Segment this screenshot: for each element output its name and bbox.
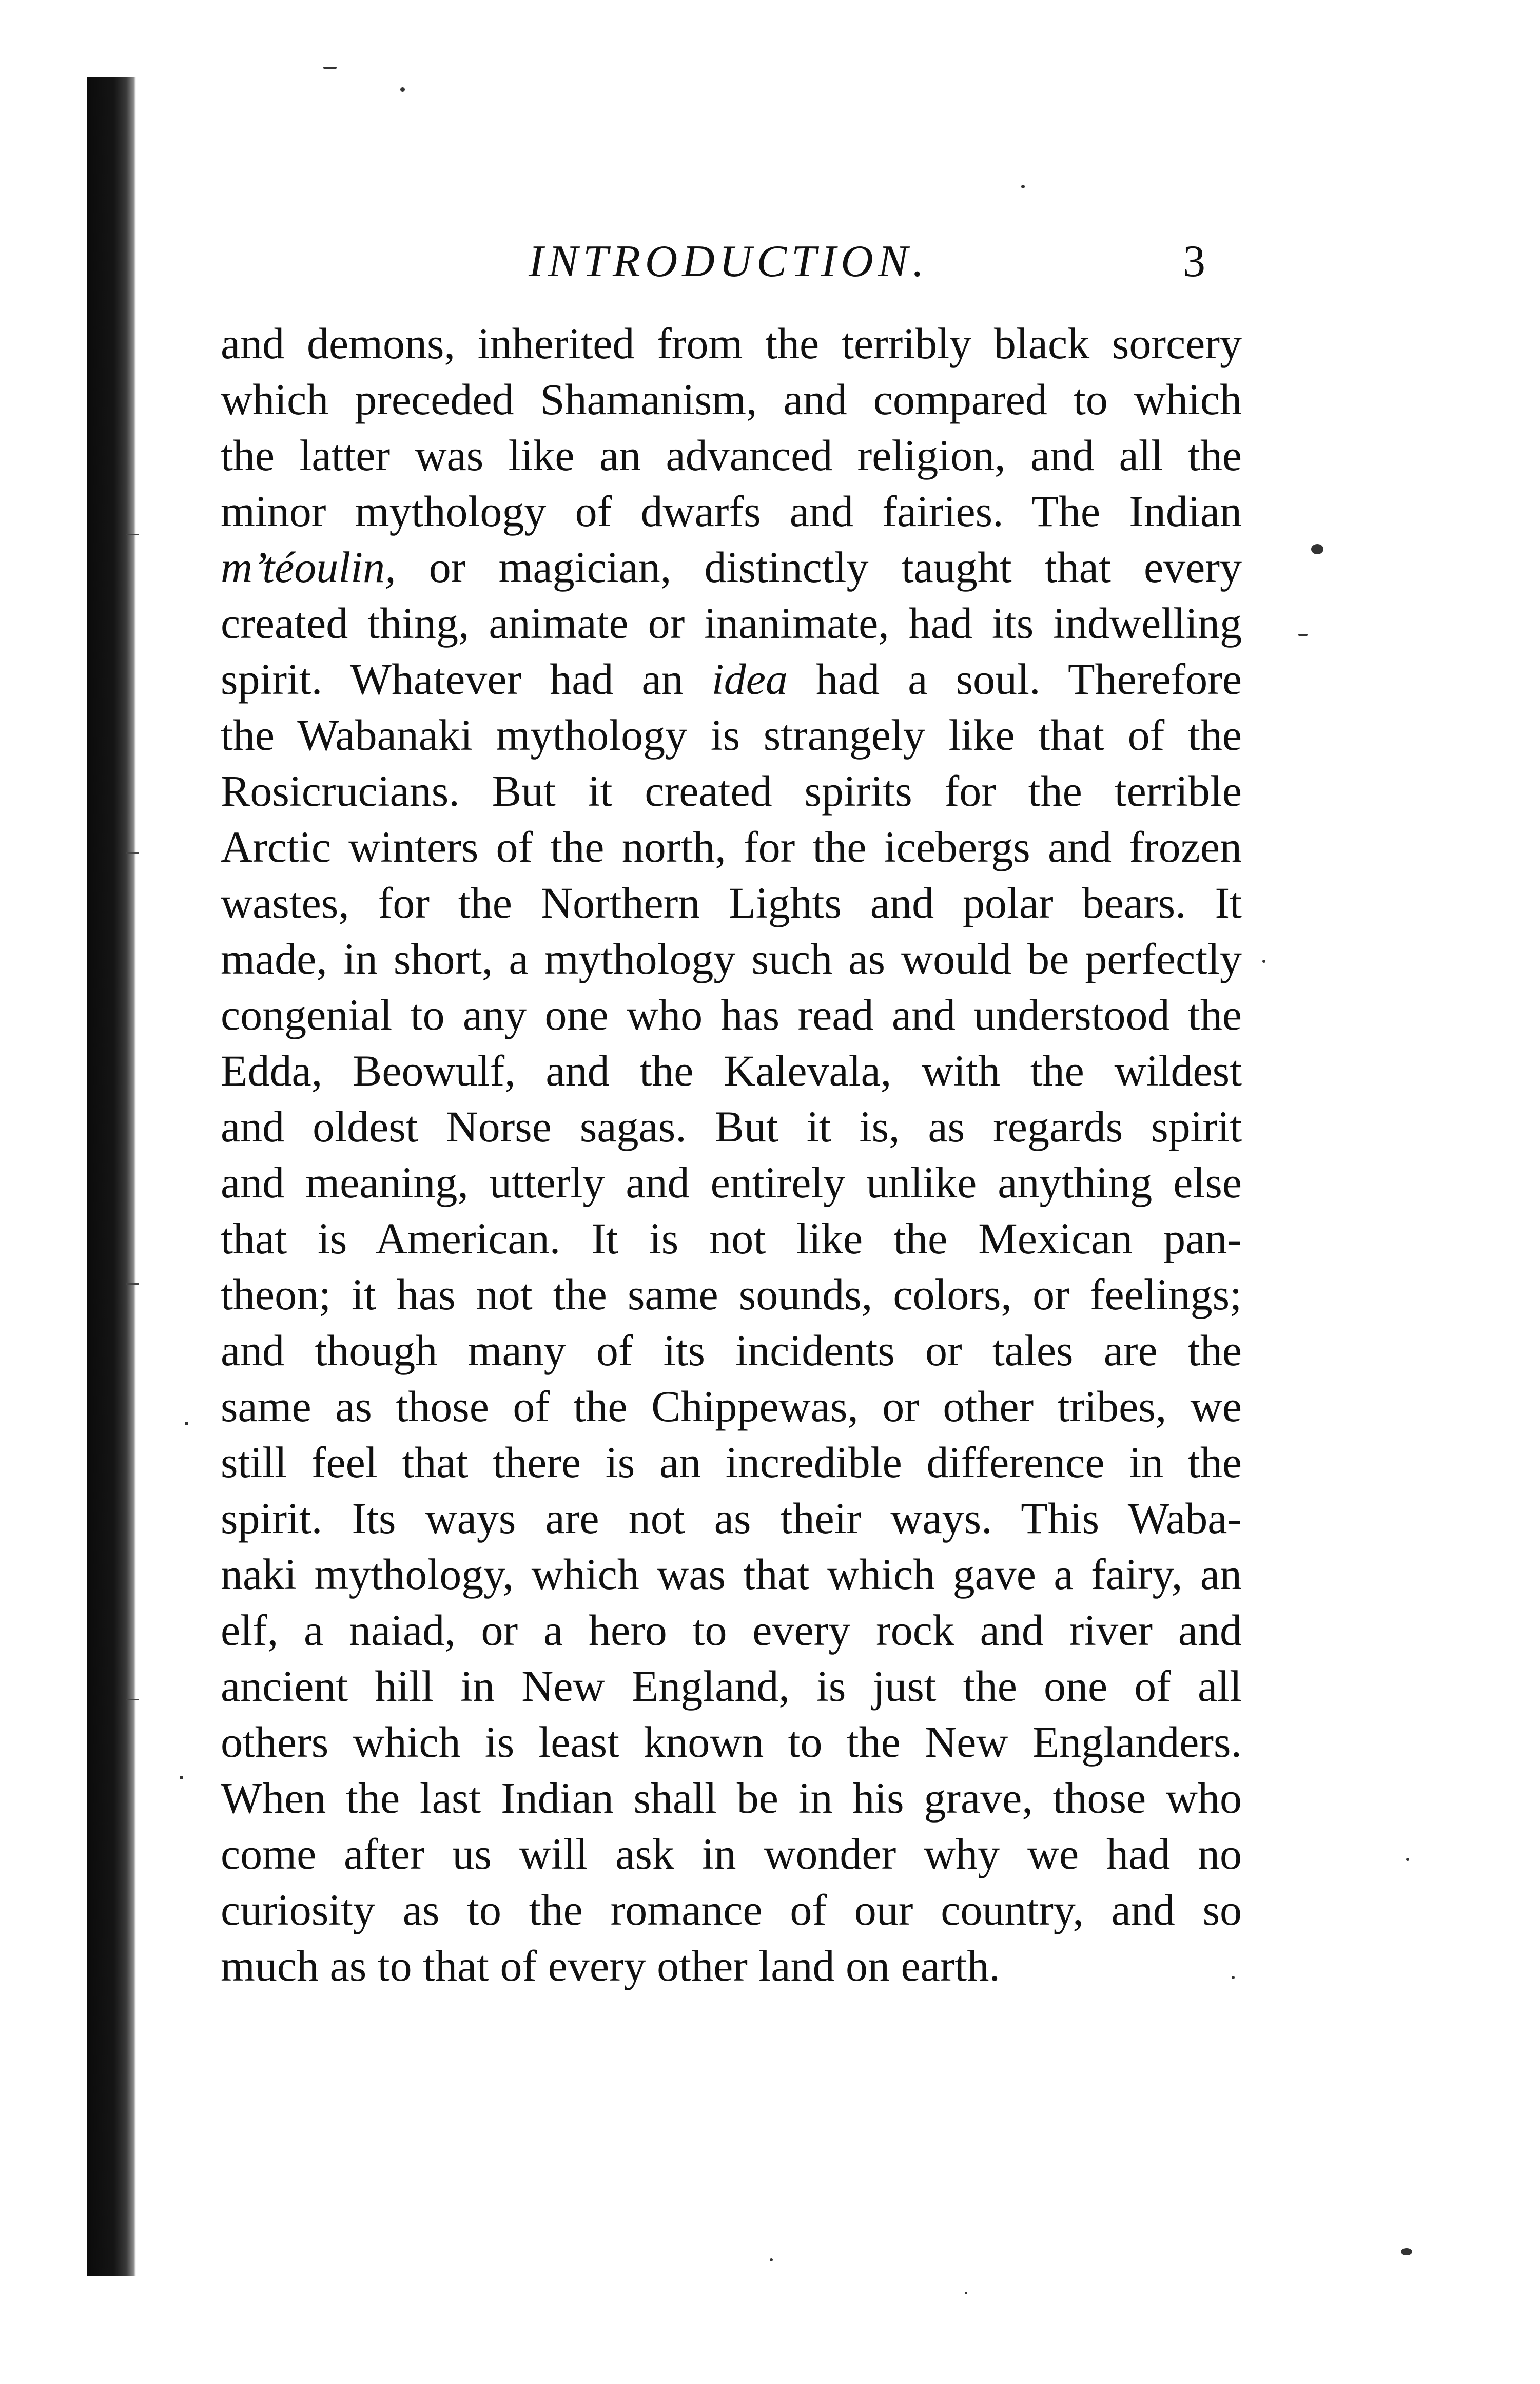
scan-speck: [1262, 960, 1265, 963]
scan-speck: [1401, 2248, 1412, 2255]
text-line: theon; it has not the same sounds, colors, or feelings;: [221, 1270, 1242, 1319]
scan-speck: [770, 2258, 773, 2261]
text-line: congenial to any one who has read and understood the: [221, 990, 1242, 1039]
binding-notch-mark: [126, 1699, 139, 1700]
text-run: had a soul. Therefore: [787, 654, 1242, 704]
text-line: Arctic winters of the north, for the icebergs and frozen: [221, 822, 1242, 871]
text-line: much as to that of every other land on earth.: [221, 1941, 1000, 1990]
text-line: same as those of the Chippewas, or other tribes, we: [221, 1382, 1242, 1431]
text-line: naki mythology, which was that which gave a fairy, an: [221, 1549, 1242, 1599]
text-line: and meaning, utterly and entirely unlike anything else: [221, 1158, 1242, 1207]
text-line: ancient hill in New England, is just the one of all: [221, 1661, 1242, 1711]
text-line: curiosity as to the romance of our country, and so: [221, 1885, 1242, 1934]
text-line: elf, a naiad, or a hero to every rock and river and: [221, 1605, 1242, 1655]
text-line: and though many of its incidents or tales are the: [221, 1326, 1242, 1375]
binding-notch-mark: [126, 534, 139, 535]
text-line: minor mythology of dwarfs and fairies. The Indian: [221, 487, 1242, 536]
body-paragraph: [221, 316, 1242, 2050]
page-number: 3: [1183, 237, 1205, 286]
scan-speck: [1232, 1976, 1235, 1979]
binding-edge-scan-shadow: [87, 77, 136, 2276]
text-line: wastes, for the Northern Lights and polar bears. It: [221, 878, 1242, 927]
running-head: INTRODUCTION.: [529, 237, 929, 286]
scan-speck: [180, 1776, 183, 1779]
scan-speck: [1311, 544, 1323, 554]
text-line: [221, 539, 1242, 595]
italic-term: m’téoulin,: [221, 542, 396, 592]
text-line: [221, 651, 1242, 707]
scan-speck: [965, 2292, 967, 2294]
text-line: which preceded Shamanism, and compared to which: [221, 375, 1242, 424]
binding-notch-mark: [126, 852, 139, 854]
text-line: still feel that there is an incredible difference in the: [221, 1438, 1242, 1487]
text-line: and oldest Norse sagas. But it is, as regards spirit: [221, 1102, 1242, 1151]
text-line: the Wabanaki mythology is strangely like that of the: [221, 710, 1242, 760]
scan-speck: [185, 1422, 188, 1425]
text-line: Rosicrucians. But it created spirits for the terrible: [221, 766, 1242, 816]
text-line: created thing, animate or inanimate, had its indwelling: [221, 598, 1242, 648]
text-line: the latter was like an advanced religion, and all the: [221, 431, 1242, 480]
scan-speck: [323, 67, 337, 69]
scan-speck: [400, 87, 405, 92]
text-run: spirit. Whatever had an: [221, 654, 712, 704]
text-line: and demons, inherited from the terribly black sorcery: [221, 319, 1242, 368]
scan-speck: [1021, 185, 1025, 188]
text-line: others which is least known to the New Englanders.: [221, 1717, 1242, 1767]
text-line: When the last Indian shall be in his grave, those who: [221, 1773, 1242, 1823]
scan-speck: [1298, 634, 1308, 636]
text-line: Edda, Beowulf, and the Kalevala, with the wildest: [221, 1046, 1242, 1095]
scan-speck: [1406, 1858, 1409, 1861]
text-run: or magician, distinctly taught that every: [396, 542, 1242, 592]
binding-notch-mark: [126, 1283, 139, 1285]
text-line: spirit. Its ways are not as their ways. This Waba-: [221, 1494, 1242, 1543]
text-line: that is American. It is not like the Mexican pan-: [221, 1214, 1242, 1263]
text-line: made, in short, a mythology such as would be perfectly: [221, 934, 1242, 983]
italic-term: idea: [711, 654, 788, 704]
text-line: come after us will ask in wonder why we had no: [221, 1829, 1242, 1878]
